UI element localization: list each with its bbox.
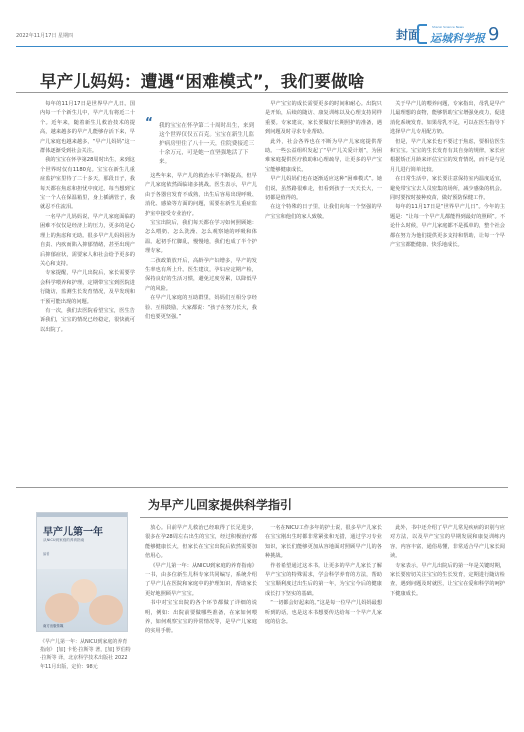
- paragraph: 我的宝宝在怀孕第28周时出生，来到这个世界时仅有1180克。宝宝在新生儿重症监护室里待了二十多天，那段日子，我每天都在焦虑和担忧中度过。每当想到宝宝一个人在保温箱里，身上插满管子，我就忍不住流泪。: [40, 157, 135, 211]
- article-column-4: [390, 100, 505, 480]
- paragraph: 在日常生活中，家长要注意保持室内温度适宜，避免带宝宝去人员密集的场所，减少感染的机会。同时要按时接种疫苗，做好预防保健工作。: [390, 176, 505, 202]
- paragraph: 这些年来，早产儿的救治水平不断提高，但早产儿家庭依然面临诸多挑战。医生表示，早产儿由于各器官发育不成熟，出生后容易出现呼吸、消化、感染等方面的问题，需要在新生儿重症监护室中接受专业治疗。: [145, 173, 257, 217]
- paragraph: 早产儿妈妈们也在逐渐适应这种“困难模式”。她们说，虽然路很难走，但看到孩子一天天长大，一切都是值得的。: [265, 176, 382, 202]
- book-publisher: 南方出版传媒: [43, 624, 64, 628]
- book-author: 编著: [43, 552, 50, 556]
- quote-mark-icon: “: [145, 115, 153, 129]
- hand-icon: [89, 595, 123, 625]
- sub-headline-rule: [140, 517, 508, 518]
- paragraph: 但是，早产儿家长也不要过于焦虑，要相信医生和宝宝。宝宝的生长发育有其自身的规律，家长应根据矫正月龄来评估宝宝的发育情况，而不是与足月儿进行简单比较。: [390, 138, 505, 173]
- paragraph: 一名在NICU工作多年的护士说，很多早产儿家长在宝宝刚出生时都非常紧张和无措，通过学习专业知识，家长们能够更加从容地面对照顾早产儿的各种挑战。: [265, 525, 382, 560]
- paragraph: 每年的11月17日是世界早产儿日。国内每一千个新生儿中，早产儿有将近二十个。近年来，随着新生儿救治技术的提高，越来越多的早产儿能够存活下来，早产儿家庭也越来越多，“早产儿妈妈”这一群体逐渐受到社会关注。: [40, 101, 135, 155]
- paragraph: 放心。目前早产儿救治已经取得了长足进步，很多在孕28周左右出生的宝宝，经过积极治疗都能够健康长大，但家长在宝宝出院后依然需要加倍用心。: [145, 525, 257, 560]
- paragraph: 专家提醒，早产儿出院后，家长需要学会科学喂养和护理，定期带宝宝到医院进行随访，监测生长发育情况，及早发现和干预可能出现的问题。: [40, 270, 135, 305]
- paragraph: 书中对宝宝出院的各个环节都做了详细的说明，例如：出院前要做哪些准备，在家如何喂养，如何观察宝宝的异常情况等，是早产儿家庭的实用手册。: [145, 600, 257, 635]
- paragraph: 一名早产儿妈妈说，早产儿家庭面临的困难不仅仅是经济上的压力，更多的是心理上的焦虑和无助。很多早产儿妈妈因为自责、内疚而陷入抑郁情绪，甚至出现产后抑郁症状，需要家人和社会给予更多的关心和支持。: [40, 213, 135, 267]
- logo-bracket-icon: [417, 24, 427, 44]
- headline-rule: [16, 92, 508, 93]
- article-column-3: [265, 100, 382, 480]
- article-column-6: [265, 524, 382, 720]
- paragraph: 宝宝出院后，我们每天都在学习如何照顾她：怎么喂奶、怎么洗澡、怎么观察她的呼吸和体温。起初手忙脚乱，慢慢地，我们也成了半个护理专家。: [145, 220, 257, 255]
- section-name: 封面: [396, 28, 421, 42]
- page-number: 9: [488, 24, 500, 45]
- article-column-5: [145, 524, 257, 720]
- article-column-7: [390, 524, 505, 720]
- issue-date: 2022年11月17日 星期四: [16, 33, 74, 39]
- paragraph: 二孩政策放开后，高龄孕产妇增多，早产的发生率也有所上升。医生建议，孕妇应定期产检，保持良好的生活习惯，避免过度劳累，以降低早产的风险。: [145, 257, 257, 292]
- paragraph: 此外，社会各界也在不断为早产儿家庭提供帮助。一些公益组织发起了“早产儿关爱计划”，为困难家庭提供医疗救助和心理疏导，让更多的早产宝宝能够健康成长。: [265, 138, 382, 173]
- paragraph: 在早产儿家庭的互助群里，妈妈们互相分享经验、互相鼓励，大家都说：“孩子在努力长大，我们也要更坚强。”: [145, 295, 257, 321]
- sub-headline: 为早产儿回家提供科学指引: [148, 498, 293, 512]
- paragraph: 在这个特殊的日子里，让我们向每一个坚强的早产宝宝和他们的家人致敬。: [265, 204, 382, 220]
- article-column-2: [145, 172, 257, 480]
- paragraph: 《早产儿第一年：从NICU到家庭的养育指南》一书，由多位新生儿科专家共同编写，系统介绍了早产儿在医院和家庭中的护理知识，帮助家长更好地照顾早产宝宝。: [145, 562, 257, 597]
- pull-quote-text: 我的宝宝在怀孕第二十周时出生，来到这个世界仅仅五百克。宝宝在新生儿监护病房里住了八十一天，住院费接近三十余万元，可是她一直坚强地活了下来。: [159, 123, 255, 165]
- newspaper-logo: 运城科学报: [430, 32, 485, 45]
- book-cover-image: [36, 512, 128, 632]
- main-headline: 早产儿妈妈：遭遇“困难模式”，我们要做啥: [40, 72, 365, 91]
- section-divider: [16, 487, 508, 488]
- page-header: [16, 24, 508, 46]
- logo-subtext: Shanxi Science News: [432, 25, 464, 29]
- book-top-bar: [37, 513, 127, 517]
- pull-quote: [145, 115, 257, 167]
- paragraph: 作者希望通过这本书，让更多的早产儿家长了解早产宝宝的特殊需求，学会科学养育的方法，帮助宝宝顺利度过出生后的第一年，为宝宝今后的健康成长打下坚实的基础。: [265, 562, 382, 597]
- paragraph: 早产宝宝的成长需要更多的时间和耐心。出院只是开始，后续的随访、康复训练以及心理支持同样重要。专家建议，家长要做好长期照护的准备，遇到问题及时寻求专业帮助。: [265, 101, 382, 136]
- book-subtitle: 从NICU到家庭的养育指南: [43, 538, 85, 542]
- book-caption: 《早产儿第一年：从NICU到家庭的养育指南》 [加] 卡伦·拉斯等 著，[加] 罗伯特·拉斯等 译，北京科学技术出版社 2022年11月出版，定价：98元: [40, 639, 131, 670]
- book-title: 早产儿第一年: [43, 527, 103, 538]
- paragraph: 专家表示，早产儿出院后的第一年是关键时期，家长要密切关注宝宝的生长发育，定期进行随访检查，遇到问题及时就医，让宝宝在爱和科学的呵护下健康成长。: [390, 562, 505, 597]
- baby-icon: [71, 579, 97, 603]
- paragraph: 此外，书中还介绍了早产儿常见疾病的识别与应对方法，以及早产宝宝的早期发展和康复训练内容，内容丰富，通俗易懂，非常适合早产儿家长阅读。: [390, 525, 505, 560]
- paragraph: 有一次，我们去医院看望宝宝，医生告诉我们，宝宝的情况已经稳定，很快就可以出院了。: [40, 307, 135, 333]
- paragraph: “一切都会好起来的。”这是每一位早产儿妈妈最想听到的话，也是这本书想要传达给每一个早产儿家庭的信念。: [265, 600, 382, 626]
- paragraph: 每年的11月17日是“世界早产儿日”。今年的主题是：“让每一个早产儿都能得到最好的照顾”。不论什么时候，早产儿家庭都不是孤单的，整个社会都在努力为他们提供更多支持和帮助，让每一个早产宝宝都能健康、快乐地成长。: [390, 204, 505, 249]
- paragraph: 关于早产儿的喂养问题，专家指出，母乳是早产儿最理想的食物，能够帮助宝宝增强免疫力，促进消化系统发育。如果母乳不足，可以在医生指导下选择早产儿专用配方奶。: [390, 101, 505, 136]
- article-column-1: [40, 100, 135, 480]
- header-rule: [16, 46, 508, 47]
